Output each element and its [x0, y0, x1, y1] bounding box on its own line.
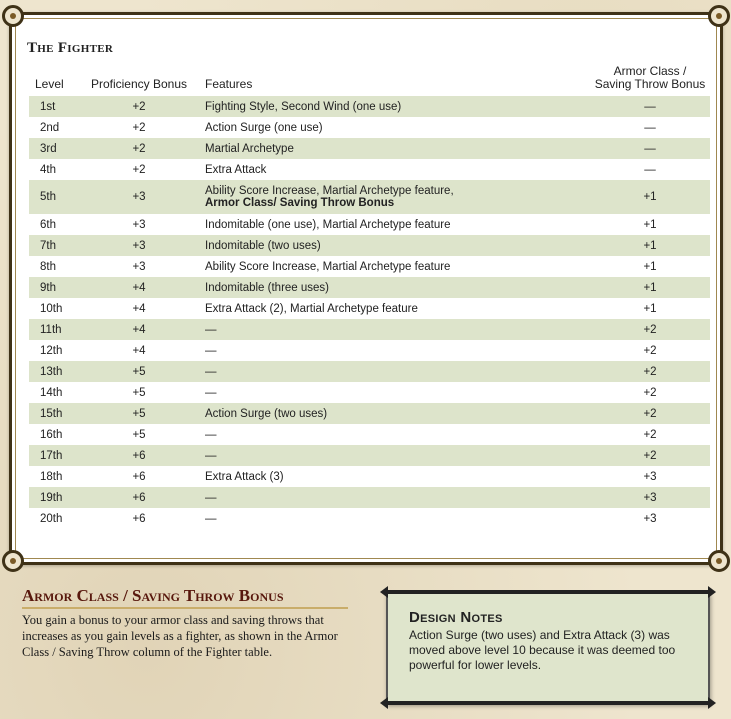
- cell-bonus: —: [590, 96, 710, 117]
- notes-top-bar: [388, 590, 708, 594]
- cell-proficiency: +5: [79, 361, 199, 382]
- cell-features: [199, 361, 590, 382]
- features-text: —: [205, 512, 217, 525]
- features-text: Action Surge (one use): [205, 121, 323, 134]
- cell-level: 12th: [40, 344, 63, 357]
- cell-bonus: —: [644, 121, 656, 134]
- cell-features: [199, 277, 590, 298]
- table-header-row: [29, 65, 710, 96]
- table-row: [29, 96, 710, 117]
- features-text: Ability Score Increase, Martial Archetype feature: [205, 260, 451, 273]
- cell-bonus: +2: [643, 428, 657, 441]
- cell-proficiency: +2: [132, 121, 146, 134]
- features-text: Extra Attack: [205, 163, 267, 176]
- frame-corner-ornament: [2, 550, 24, 572]
- table-row: [29, 214, 710, 235]
- cell-level: 13th: [29, 361, 79, 382]
- cell-proficiency: +2: [79, 138, 199, 159]
- table-row: [29, 382, 710, 403]
- cell-level: 7th: [29, 235, 79, 256]
- cell-proficiency: +3: [132, 218, 146, 231]
- cell-bonus: +2: [643, 386, 657, 399]
- features-bold-text: Armor Class/ Saving Throw Bonus: [205, 197, 395, 209]
- table-row: [29, 235, 710, 256]
- cell-proficiency: +6: [79, 445, 199, 466]
- table-row: [29, 403, 710, 424]
- cell-bonus: +3: [643, 512, 657, 525]
- cell-proficiency: +5: [132, 386, 146, 399]
- design-notes-box: [386, 592, 710, 703]
- table-row: [29, 180, 710, 214]
- features-text: Action Surge (two uses): [205, 407, 328, 420]
- cell-features: [199, 403, 590, 424]
- cell-level: 10th: [40, 302, 63, 315]
- cell-features: [199, 487, 590, 508]
- cell-level: 3rd: [29, 138, 79, 159]
- cell-level: 15th: [29, 403, 79, 424]
- cell-features: [199, 138, 590, 159]
- table-row: [29, 424, 710, 445]
- frame-corner-ornament: [708, 5, 730, 27]
- features-text: Ability Score Increase, Martial Archetype feature,: [205, 185, 454, 197]
- cell-proficiency: +4: [79, 277, 199, 298]
- cell-level: 14th: [40, 386, 63, 399]
- cell-proficiency: +6: [132, 512, 146, 525]
- cell-level: 4th: [40, 163, 56, 176]
- cell-bonus: +2: [590, 403, 710, 424]
- table-row: [29, 361, 710, 382]
- cell-level: 19th: [29, 487, 79, 508]
- cell-bonus: +1: [643, 260, 657, 273]
- notes-body: Action Surge (two uses) and Extra Attack (3) was moved above level 10 because it was deemed too powerful for lower levels.: [409, 628, 676, 672]
- features-text: —: [205, 344, 217, 357]
- table-body: [29, 96, 710, 529]
- cell-level: 17th: [29, 445, 79, 466]
- header-level: Level: [35, 77, 64, 91]
- cell-features: [199, 256, 590, 277]
- table-row: [29, 340, 710, 361]
- cell-bonus: +3: [643, 470, 657, 483]
- section-body: You gain a bonus to your armor class and saving throws that increases as you gain levels as a fighter, as shown in the Armor Class / Saving Throw column of the Fighter table.: [22, 613, 338, 659]
- table-row: [29, 298, 710, 319]
- cell-proficiency: +5: [79, 403, 199, 424]
- cell-bonus: —: [590, 138, 710, 159]
- cell-level: 2nd: [40, 121, 60, 134]
- cell-proficiency: +2: [79, 96, 199, 117]
- cell-features: [199, 117, 590, 138]
- frame-corner-ornament: [2, 5, 24, 27]
- notes-bottom-bar: [388, 701, 708, 705]
- features-text: Extra Attack (2), Martial Archetype feature: [205, 302, 418, 315]
- cell-features: [199, 214, 590, 235]
- cell-features: [199, 96, 590, 117]
- features-text: Martial Archetype: [205, 142, 294, 155]
- cell-features: [199, 235, 590, 256]
- cell-proficiency: +6: [79, 487, 199, 508]
- cell-level: 6th: [40, 218, 56, 231]
- fighter-table: [29, 65, 710, 529]
- features-text: —: [205, 323, 217, 336]
- table-row: [29, 159, 710, 180]
- cell-features: [199, 466, 590, 487]
- cell-features: [199, 340, 590, 361]
- features-text: Indomitable (one use), Martial Archetype feature: [205, 218, 451, 231]
- cell-level: 11th: [29, 319, 79, 340]
- header-features: Features: [205, 77, 253, 91]
- cell-proficiency: +3: [132, 260, 146, 273]
- header-bonus: [590, 65, 710, 96]
- cell-features: [199, 298, 590, 319]
- cell-proficiency: +3: [79, 235, 199, 256]
- section-heading: Armor Class / Saving Throw Bonus: [22, 586, 348, 609]
- table-row: [29, 256, 710, 277]
- notes-title: Design Notes: [409, 609, 503, 626]
- cell-proficiency: +6: [132, 470, 146, 483]
- table-row: [29, 466, 710, 487]
- cell-bonus: +2: [590, 361, 710, 382]
- features-text: Fighting Style, Second Wind (one use): [205, 100, 402, 113]
- cell-level: 16th: [40, 428, 63, 441]
- cell-bonus: +2: [590, 319, 710, 340]
- table-row: [29, 117, 710, 138]
- table-title: The Fighter: [27, 40, 114, 56]
- header-proficiency: Proficiency Bonus: [90, 77, 188, 91]
- features-text: —: [205, 365, 217, 378]
- cell-bonus: +2: [590, 445, 710, 466]
- features-text: Extra Attack (3): [205, 470, 284, 483]
- cell-features: [199, 159, 590, 180]
- cell-proficiency: +4: [132, 344, 146, 357]
- table-row: [29, 277, 710, 298]
- cell-proficiency: +4: [79, 319, 199, 340]
- cell-level: 20th: [40, 512, 63, 525]
- features-text: Indomitable (two uses): [205, 239, 321, 252]
- features-text: —: [205, 491, 217, 504]
- cell-proficiency: +5: [132, 428, 146, 441]
- cell-bonus: —: [644, 163, 656, 176]
- table-row: [29, 445, 710, 466]
- frame-corner-ornament: [708, 550, 730, 572]
- features-text: —: [205, 449, 217, 462]
- cell-bonus: +1: [590, 235, 710, 256]
- table-row: [29, 508, 710, 529]
- fighter-table-frame: [9, 12, 723, 565]
- cell-level: 1st: [29, 96, 79, 117]
- features-text: —: [205, 428, 217, 441]
- table-row: [29, 319, 710, 340]
- header-bonus-line2: Saving Throw Bonus: [594, 77, 706, 91]
- table-row: [29, 138, 710, 159]
- cell-level: 8th: [40, 260, 56, 273]
- cell-bonus: +1: [590, 180, 710, 214]
- cell-features: [199, 319, 590, 340]
- cell-proficiency: +3: [79, 180, 199, 214]
- table-row: [29, 487, 710, 508]
- cell-features: [199, 508, 590, 529]
- header-bonus-line1: Armor Class /: [613, 64, 687, 78]
- features-text: Indomitable (three uses): [205, 281, 330, 294]
- cell-bonus: +2: [643, 344, 657, 357]
- cell-bonus: +1: [590, 277, 710, 298]
- cell-level: 9th: [29, 277, 79, 298]
- cell-proficiency: +2: [132, 163, 146, 176]
- features-text: —: [205, 386, 217, 399]
- cell-bonus: +1: [643, 218, 657, 231]
- cell-features: [199, 180, 590, 214]
- cell-features: [199, 424, 590, 445]
- cell-proficiency: +4: [132, 302, 146, 315]
- cell-level: 18th: [40, 470, 63, 483]
- cell-bonus: +3: [590, 487, 710, 508]
- cell-features: [199, 445, 590, 466]
- cell-features: [199, 382, 590, 403]
- cell-level: 5th: [29, 180, 79, 214]
- cell-bonus: +1: [643, 302, 657, 315]
